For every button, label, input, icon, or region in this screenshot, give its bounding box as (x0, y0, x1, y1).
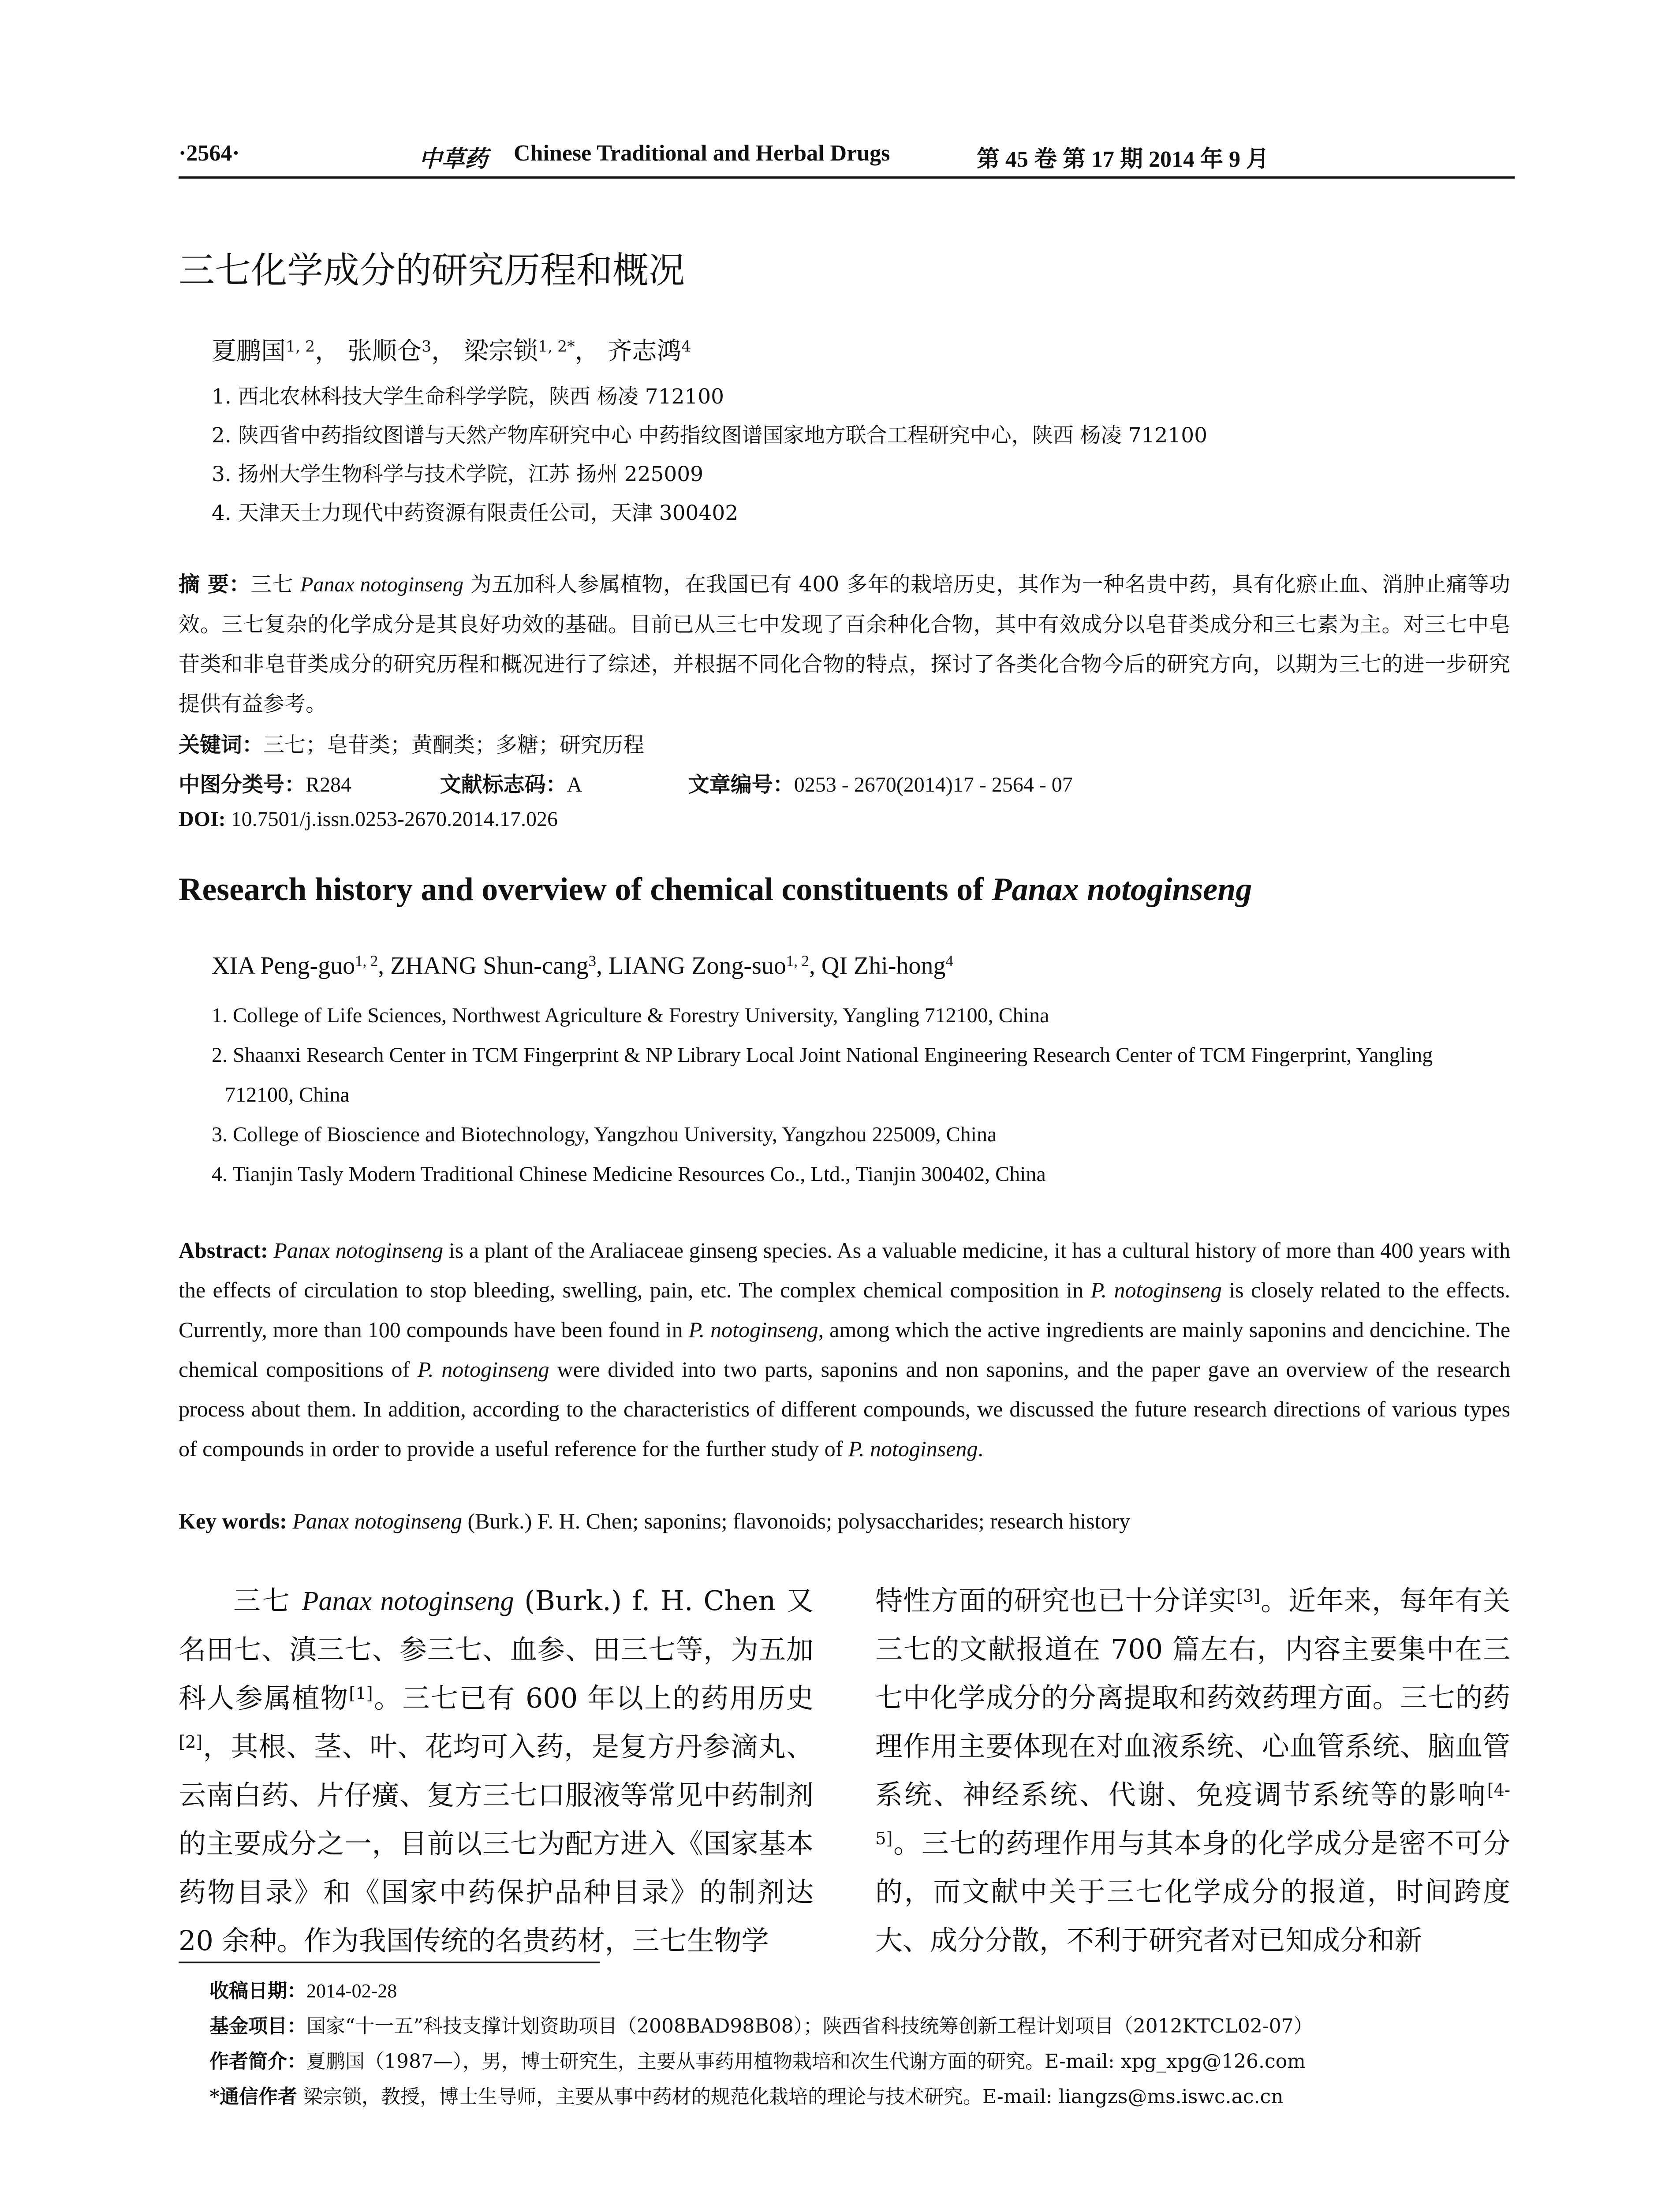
author-en: LIANG Zong-suo (609, 952, 786, 979)
species-name: Panax notoginseng (273, 1238, 444, 1263)
author-affil-sup: 3 (422, 338, 432, 356)
affiliation-en: 3. College of Bioscience and Biotechnology, Yangzhou University, Yangzhou 225009, China (212, 1123, 997, 1146)
body-text-run: 三七 (233, 1585, 302, 1617)
abstract-label-cn: 摘 要： (179, 572, 251, 597)
species-name: P. notoginseng (417, 1357, 549, 1382)
journal-name-cn: 中草药 (419, 146, 488, 172)
abstract-text-run (268, 1238, 274, 1263)
author-cn: 梁宗锁 (463, 337, 538, 366)
keywords-text-cn: 三七；皂苷类；黄酮类；多糖；研究历程 (263, 733, 645, 757)
author-affil-sup: 1, 2 (786, 952, 809, 970)
author-affil-sup: 4 (945, 952, 953, 970)
keywords-label-en: Key words: (179, 1509, 287, 1533)
doi-label: DOI: (179, 807, 226, 831)
title-cn: 三七化学成分的研究历程和概况 (179, 250, 685, 292)
footnote-text: 夏鹏国（1987—），男，博士研究生，主要从事药用植物栽培和次生代谢方面的研究。E-mail: xpg_xpg@126.com (306, 2050, 1306, 2073)
header-rule (179, 176, 1515, 179)
footnote-text: 2014-02-28 (306, 1980, 397, 2002)
doi-line (179, 807, 558, 831)
body-text-run: 。三七的药理作用与其本身的化学成分是密不可分的，而文献中关于三七化学成分的报道，时间跨度大、成分分散，不利于研究者对已知成分和新 (875, 1827, 1510, 1956)
author-cn: 张顺仓 (347, 337, 422, 366)
page-number: ·2564· (179, 141, 240, 166)
abstract-text-run: were divided into two parts, saponins and non saponins, and the paper gave an overview of the research process about them. In addition, according to the characteristics of different compounds, we discussed the future research directions of various types of compounds in order to provide a useful reference for the further study of (179, 1357, 1510, 1461)
body-text-run: ，其根、茎、叶、花均可入药，是复方丹参滴丸、云南白药、片仔癀、复方三七口服液等常见中药制剂的主要成分之一，目前以三七为配方进入《国家基本药物目录》和《国家中药保护品种目录》的制剂达 20 余种。作为我国传统的名贵药材，三七生物学 (179, 1730, 814, 1957)
body-text-run: 特性方面的研究也已十分详实 (875, 1585, 1236, 1617)
citation-ref: [2] (179, 1732, 203, 1752)
author-en: QI Zhi-hong (821, 952, 946, 979)
species-name: P. notoginseng (1090, 1278, 1222, 1302)
footnote-received (209, 1975, 397, 2003)
authors-en: XIA Peng-guo$^{1, 2}$, ZHANG Shun-cang$^3$, LIANG Zong-suo$^{1, 2}$, QI Zhi-hong$^4$ (212, 952, 953, 979)
affiliation-cn: 3. 扬州大学生物科学与技术学院，江苏 扬州 225009 (212, 462, 704, 486)
doccode-value: A (567, 773, 582, 796)
footnote-label: 收稿日期： (209, 1980, 306, 2002)
author-cn: 夏鹏国 (212, 337, 286, 366)
doccode-label: 文献标志码： (440, 772, 567, 797)
article-number-label: 文章编号： (688, 772, 794, 797)
abstract-text-run: is a plant of the Araliaceae ginseng species. As a valuable medicine, it has a cultural history of more than 400 years with the effects of circulation to stop bleeding, swelling, pain, etc. The complex chemical composition in (179, 1238, 1511, 1302)
author-affil-sup: 1, 2 (286, 338, 315, 356)
abstract-text-cn: 三七 (250, 572, 294, 597)
footnote-text: 梁宗锁，教授，博士生导师，主要从事中药材的规范化栽培的理论与技术研究。E-mail: liangzs@ms.iswc.ac.cn (297, 2085, 1284, 2108)
keywords-label-cn: 关键词： (179, 733, 264, 757)
footnote-label: 作者简介： (209, 2050, 306, 2073)
doi-value: 10.7501/j.issn.0253-2670.2014.17.026 (231, 807, 558, 831)
body-text-run: 。三七已有 600 年以上的药用历史 (373, 1682, 814, 1714)
species-name: P. notoginseng (688, 1317, 818, 1342)
author-en: ZHANG Shun-cang (390, 952, 589, 979)
affiliation-cn: 1. 西北农林科技大学生命科学学院，陕西 杨凌 712100 (212, 385, 724, 409)
keywords-cn (179, 728, 644, 758)
abstract-en (179, 1230, 1510, 1469)
journal-issue: 第 45 卷 第 17 期 2014 年 9 月 (977, 147, 1269, 172)
clc-value: R284 (306, 773, 352, 796)
author-affil-sup: 4 (681, 338, 691, 356)
footnote-text: 国家“十一五”科技支撑计划资助项目（2008BAD98B08）；陕西省科技统筹创新工程计划项目（2012KTCL02-07） (306, 2015, 1313, 2037)
footnote-author-bio (209, 2045, 1306, 2074)
author-affil-sup: 3 (588, 952, 597, 970)
citation-ref: [1] (349, 1683, 373, 1704)
title-en-text: Research history and overview of chemical constituents of (179, 871, 992, 908)
footnote-label: 基金项目： (209, 2015, 306, 2037)
affiliation-en: 1. College of Life Sciences, Northwest Agriculture & Forestry University, Yangling 712100, China (212, 1004, 1049, 1027)
authors-cn: 夏鹏国$^{1, 2}$， 张顺仓$^3$， 梁宗锁$^{1, 2*}$， 齐志鸿$^4$ (212, 337, 691, 366)
abstract-text-cn: 为五加科人参属植物，在我国已有 400 多年的栽培历史，其作为一种名贵中药，具有化瘀止血、消肿止痛等功效。三七复杂的化学成分是其良好功效的基础。目前已从三七中发现了百余种化合物，其中有效成分以皂苷类成分和三七素为主。对三七中皂苷类和非皂苷类成分的研究历程和概况进行了综述，并根据不同化合物的特点，探讨了各类化合物今后的研究方向，以期为三七的进一步研究提供有益参考。 (179, 572, 1511, 716)
author-affil-sup: 1, 2 (355, 952, 378, 970)
title-en (179, 871, 1252, 908)
footnote-funding (209, 2010, 1313, 2038)
footnote-label: *通信作者 (209, 2085, 298, 2108)
abstract-text-run: is closely related to the effects. Currently, more than 100 compounds have been found in (179, 1278, 1510, 1342)
running-header (179, 137, 1515, 172)
body-text-run: (Burk.) f. H. Chen 又名田七、滇三七、参三七、血参、田三七等，为五加科人参属植物 (179, 1585, 814, 1714)
body-column-right (875, 1577, 1510, 1965)
citation-ref: [4-5] (875, 1780, 1510, 1849)
keywords-en (179, 1508, 1130, 1534)
author-en: XIA Peng-guo (212, 952, 355, 979)
author-cn: 齐志鸿 (607, 337, 682, 366)
abstract-text-run: . (978, 1436, 983, 1461)
body-text-run: 。近年来，每年有关三七的文献报道在 700 篇左右，内容主要集中在三七中化学成分的分离提取和药效药理方面。三七的药理作用主要体现在对血液系统、心血管系统、脑血管系统、神经系统、代谢、免疫调节系统等的影响 (875, 1585, 1510, 1811)
citation-ref: [3] (1236, 1586, 1261, 1606)
classification-line (179, 767, 1073, 798)
species-name: Panax notoginseng (300, 573, 464, 596)
species-name: P. notoginseng (848, 1436, 978, 1461)
footnote-rule (179, 1962, 600, 1963)
footnote-corresponding (209, 2081, 1283, 2109)
title-en-species: Panax notoginseng (992, 871, 1252, 908)
clc-label: 中图分类号： (179, 772, 306, 797)
abstract-cn (179, 564, 1510, 724)
affiliation-cn: 2. 陕西省中药指纹图谱与天然产物库研究中心 中药指纹图谱国家地方联合工程研究中心，陕西 杨凌 712100 (212, 423, 1208, 448)
affiliation-en: 4. Tianjin Tasly Modern Traditional Chinese Medicine Resources Co., Ltd., Tianjin 300402, China (212, 1162, 1046, 1186)
keywords-text-en: (Burk.) F. H. Chen; saponins; flavonoids; polysaccharides; research history (462, 1509, 1131, 1533)
affiliation-cn: 4. 天津天士力现代中药资源有限责任公司，天津 300402 (212, 501, 739, 525)
article-number-value: 0253 - 2670(2014)17 - 2564 - 07 (794, 773, 1073, 796)
keywords-species: Panax notoginseng (292, 1509, 462, 1533)
journal-name-en: Chinese Traditional and Herbal Drugs (514, 141, 890, 166)
abstract-label-en: Abstract: (179, 1238, 268, 1263)
species-name: Panax notoginseng (302, 1586, 514, 1616)
abstract-text-en (179, 1238, 1510, 1461)
abstract-text-run: , among which the active ingredients are mainly saponins and dencichine. The chemical compositions of (179, 1317, 1511, 1382)
affiliation-en: 2. Shaanxi Research Center in TCM Fingerprint & NP Library Local Joint National Engineering Research Center of TCM Fingerprint, Yangling 712100, China (212, 1043, 1433, 1106)
body-column-left (179, 1577, 814, 1965)
author-affil-sup: 1, 2* (538, 338, 575, 356)
